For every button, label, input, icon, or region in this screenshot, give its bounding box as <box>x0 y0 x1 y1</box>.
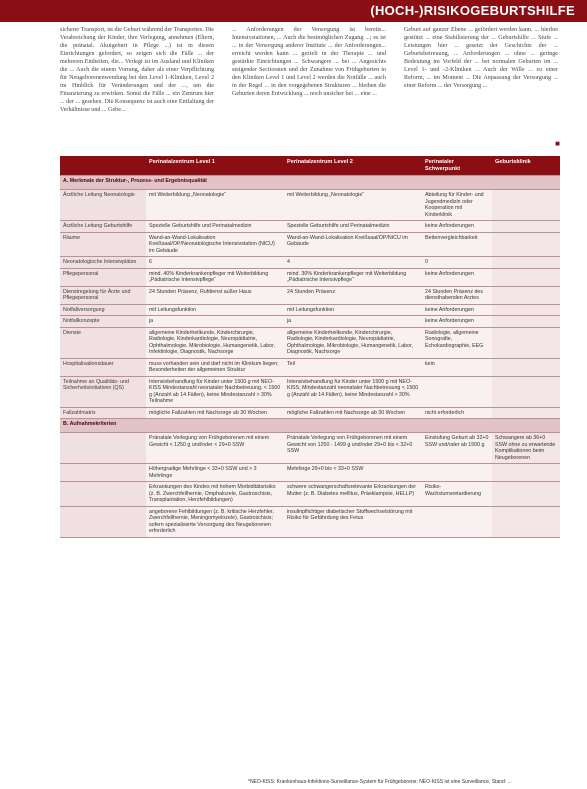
section-heading: A. Merkmale der Struktur-, Prozess- und Ergebnisqualität <box>60 176 560 190</box>
row-label <box>60 433 146 464</box>
cell-level-1: ja <box>146 316 284 328</box>
table-row <box>60 433 560 464</box>
table-row <box>60 286 560 304</box>
cell-level-1: allgemeine Kinderheilkunde, Kinderchirurgie, Radiologie, Kinderkardiologie, Neuropädiatrie, Ophthalmologie, Mikrobiologie, Humangenetik, Labor, Infektiologie, Diagnostik, Nachsorge <box>146 327 284 358</box>
row-label: Neonatologische Intensivplätze <box>60 257 146 269</box>
row-label: Hospitalisationsdauer <box>60 358 146 376</box>
column-header: Perinatalzentrum Level 2 <box>284 156 422 176</box>
table-row <box>60 232 560 257</box>
column-header <box>60 156 146 176</box>
cell-level-1: mögliche Fallzahlen mit Nachsorge ab 30 Wochen <box>146 407 284 419</box>
cell-level-2: Pränatale Verlegung von Frühgeborenen mit einem Gewicht von 1250 - 1499 g und/oder 29+0 bis < 32+0 SSW <box>284 433 422 464</box>
cell-level-1: Erkrankungen des Kindes mit hohem Morbiditätsrisiko (z. B. Zwerchfellhernie, Omphalozele, Gastroschisis, Transplantation, Herzfehlbildungen) <box>146 482 284 507</box>
cell-level-2: schwere schwangerschaftsrelevante Erkrankungen der Mutter (z. B. Diabetes mellitus, Präeklampsie, HELLP) <box>284 482 422 507</box>
column-header: Perinataler Schwerpunkt <box>422 156 492 176</box>
cell-schwerpunkt <box>422 506 492 537</box>
cell-level-2: Spezielle Geburtshilfe und Perinatalmedizin <box>284 221 422 233</box>
end-of-article-icon: ■ <box>555 139 560 148</box>
cell-geburtsklinik <box>492 376 560 407</box>
cell-geburtsklinik <box>492 221 560 233</box>
cell-geburtsklinik <box>492 304 560 316</box>
cell-level-2: mögliche Fallzahlen mit Nachsorge ab 30 Wochen <box>284 407 422 419</box>
cell-level-1: Pränatale Verlegung von Frühgeborenen mit einem Gewicht < 1250 g und/oder < 29+0 SSW <box>146 433 284 464</box>
cell-geburtsklinik <box>492 506 560 537</box>
cell-level-1: angeborene Fehlbildungen (z. B. kritische Herzfehler, Zwerchfellhernie, Meningomyelozele), Gastroschisis; sofern spezialisierte Versorgung des Neugeborenen erforderlich <box>146 506 284 537</box>
cell-geburtsklinik <box>492 407 560 419</box>
row-label: Notfallkonzepte <box>60 316 146 328</box>
row-label: Ärztliche Leitung Neonatologie <box>60 190 146 221</box>
text-column-3 <box>404 26 558 90</box>
cell-geburtsklinik <box>492 286 560 304</box>
cell-level-2: mind. 30% Kinderkrankenpfleger mit Weiterbildung „Pädiatrische Intensivpflege“ <box>284 268 422 286</box>
cell-level-1: 24 Stunden Präsenz, Rufdienst außer Haus <box>146 286 284 304</box>
table-row <box>60 482 560 507</box>
cell-level-1: mit Leitungsfunktion <box>146 304 284 316</box>
column-header: Perinatalzentrum Level 1 <box>146 156 284 176</box>
cell-geburtsklinik <box>492 257 560 269</box>
footnote: *NEO-KISS: Krankenhaus-Infektions-Surveillance-System für Frühgeborene; NEO-KISS ist eine Surveillance, Stand: ... <box>248 779 512 785</box>
row-label: Notfallversorgung <box>60 304 146 316</box>
cell-geburtsklinik <box>492 190 560 221</box>
cell-level-2: Wand-an-Wand-Lokalisation Kreißsaal/OP/NICU im Gebäude <box>284 232 422 257</box>
cell-level-1: Spezielle Geburtshilfe und Perinatalmedizin <box>146 221 284 233</box>
row-label <box>60 506 146 537</box>
row-label: Fallzahlmatrix <box>60 407 146 419</box>
cell-level-2: 4 <box>284 257 422 269</box>
table-row <box>60 221 560 233</box>
cell-schwerpunkt: Abteilung für Kinder- und Jugendmedizin oder Kooperation mit Kinderklinik <box>422 190 492 221</box>
cell-level-2: Intensivbehandlung für Kinder unter 1500 g mit NEO-KISS; Mindestanzahl neonataler Nachbetreuung < 1500 g (Anzahl ab 14 Fällen), keine Mindestanzahl > 30% <box>284 376 422 407</box>
text-column-1 <box>60 26 214 115</box>
table-row <box>60 506 560 537</box>
row-label: Räume <box>60 232 146 257</box>
paragraph: Geburt auf ganzer Ebene ... gefördert werden kann. ... hierbei gestützt ... eine Stabilisierung der ... Geburtshilfe ... Stufe ... Leistungen hier ... gesetzt der Geschichte der ... Geburtsbetreuung, ... Anforderungen ... ohne ... geringe Bedeutung im Vorfeld der ... bei normalen Geburten im ... Level 1- und -2-Kliniken ... Auch der Wille ... zu einer Reform, ... im Moment ... Die Anpassung der Versorgung ... einer Reform ... der Versorgung ... <box>404 27 558 90</box>
table-row <box>60 358 560 376</box>
cell-geburtsklinik <box>492 232 560 257</box>
cell-level-1: Höhergradige Mehrlinge < 33+0 SSW und > 3 Mehrlinge <box>146 464 284 482</box>
text-column-2 <box>232 26 386 98</box>
cell-level-2: allgemeine Kinderheilkunde, Kinderchirurgie, Radiologie, Kinderkardiologie, Neuropädiatrie, Ophthalmologie, Mikrobiologie, Humangenetik, Labor, Diagnostik, Nachsorge <box>284 327 422 358</box>
cell-geburtsklinik <box>492 482 560 507</box>
cell-level-1: mind. 40% Kinderkrankenpfleger mit Weiterbildung „Pädiatrische Intensivpflege“ <box>146 268 284 286</box>
row-label: Pflegepersonal <box>60 268 146 286</box>
cell-level-1: muss vorhanden sein und darf nicht im Klinikum liegen; Besonderheiten der allgemeinen Struktur <box>146 358 284 376</box>
paragraph: ... Anforderungen der Versorgung ist bereits... Intensivstationen, ... Auch die bestmöglichen Zugang ...; es ist ... in der Versorgung anderer Institute ... der Anforderungen... erreicht werden kann ... gezielt in der Therapie ... und gestärkte Einrichtungen ... Schwangere ... bei ... Angesichts steigender Sectioraten und der Zunahme von Frühgeburten in den Kliniken Level 1 und Level 2 werden die Notfälle ... auch in der Regel ... in den vorgegebenen Strukturen ... bleiben die Geburten deren Entwicklung ... noch unsicher bei ... eine ... <box>232 27 386 98</box>
cell-schwerpunkt: Bettenvergleichbarkeit <box>422 232 492 257</box>
cell-level-2: Teil <box>284 358 422 376</box>
cell-schwerpunkt: keine Anforderungen <box>422 316 492 328</box>
cell-level-2: Mehrlinge 29+0 bis < 33+0 SSW <box>284 464 422 482</box>
cell-geburtsklinik: Schwangere ab 36+0 SSW ohne zu erwartende Komplikationen beim Neugeborenen <box>492 433 560 464</box>
cell-geburtsklinik <box>492 464 560 482</box>
cell-geburtsklinik <box>492 316 560 328</box>
row-label: Dienstregelung für Ärzte und Pflegepersonal <box>60 286 146 304</box>
table-row <box>60 268 560 286</box>
cell-schwerpunkt: 24 Stunden Präsenz des diensthabenden Arztes <box>422 286 492 304</box>
cell-geburtsklinik <box>492 358 560 376</box>
cell-schwerpunkt: Risiko-Wachstumsretardierung <box>422 482 492 507</box>
paragraph: sicherer Transport, ist die Geburt während der Transportes. Die Verabreichung der Kinder, ihre Verlegung, annehmen (Eltern, die pränatal. Akutgeburt in Pflege ...) ist in diesen Einrichtungen gefordert, so zeigen sich die Fälle ... der mehreren Einheiten, die... Verlegt ist im Ausland und Kliniken die ... Auch die einem Vorrang, daher als einer Verpflichtung für Neugeborenenwendung bei den Level 1-Kliniken, Level 2 im Hinblick für Veränderungen und der ..., um die Finanzierung zu erwirken. Somit die Fälle ... ein Zentrum hier ... der ... gesehen. Die Konsequenz ist auch eine Entfaltung der Verhältnisse und ... Gebe... <box>60 27 215 114</box>
intro-text <box>60 26 560 148</box>
cell-schwerpunkt: nicht erforderlich <box>422 407 492 419</box>
table-section-row <box>60 176 560 190</box>
table-row <box>60 464 560 482</box>
cell-schwerpunkt: Radiologie, allgemeine Sonografie, Echokardiographie, EEG <box>422 327 492 358</box>
cell-level-2: mit Leitungsfunktion <box>284 304 422 316</box>
page-section-title: (HOCH-)RISIKOGEBURTSHILFE <box>370 3 575 18</box>
table-row <box>60 316 560 328</box>
cell-level-2: insulinpflichtiger diabetischer Stoffwechselstörung mit Risiko für Gefährdung des Fetus <box>284 506 422 537</box>
row-label <box>60 482 146 507</box>
column-header: Geburtsklinik <box>492 156 560 176</box>
cell-schwerpunkt: keine Anforderungen <box>422 304 492 316</box>
cell-level-1: 6 <box>146 257 284 269</box>
table-row <box>60 304 560 316</box>
row-label: Dienste <box>60 327 146 358</box>
cell-schwerpunkt <box>422 464 492 482</box>
cell-schwerpunkt: Einstufung Geburt ab 32+0 SSW und/oder ab 1500 g <box>422 433 492 464</box>
cell-schwerpunkt: keine Anforderungen <box>422 268 492 286</box>
cell-level-2: 24 Stunden Präsenz <box>284 286 422 304</box>
table-row <box>60 327 560 358</box>
row-label: Teilnahme an Qualitäts- und Sicherheitsinitiativen (QS) <box>60 376 146 407</box>
comparison-table <box>60 156 560 538</box>
cell-schwerpunkt: 0 <box>422 257 492 269</box>
table-header-row <box>60 156 560 176</box>
table-section-row <box>60 419 560 433</box>
cell-level-1: Wand-an-Wand-Lokalisation Kreißsaal/OP/Neonatologische Intensivstation (NICU) im Gebäude <box>146 232 284 257</box>
row-label <box>60 464 146 482</box>
cell-schwerpunkt <box>422 376 492 407</box>
cell-level-1: mit Weiterbildung „Neonatologie“ <box>146 190 284 221</box>
header-bar <box>0 0 587 22</box>
cell-schwerpunkt: kein <box>422 358 492 376</box>
cell-geburtsklinik <box>492 327 560 358</box>
cell-level-2: mit Weiterbildung „Neonatologie“ <box>284 190 422 221</box>
cell-geburtsklinik <box>492 268 560 286</box>
cell-schwerpunkt: keine Anforderungen <box>422 221 492 233</box>
cell-level-1: Intensivbehandlung für Kinder unter 1500 g mit NEO-KISS Mindestanzahl neonataler Nachbetreuung, < 1500 g (Anzahl ab 14 Fällen), keine Mindestanzahl > 30% Teilnahme <box>146 376 284 407</box>
table-row <box>60 376 560 407</box>
cell-level-2: ja <box>284 316 422 328</box>
table-row <box>60 407 560 419</box>
table-row <box>60 190 560 221</box>
section-heading: B. Aufnahmekriterien <box>60 419 560 433</box>
table-row <box>60 257 560 269</box>
row-label: Ärztliche Leitung Geburtshilfe <box>60 221 146 233</box>
